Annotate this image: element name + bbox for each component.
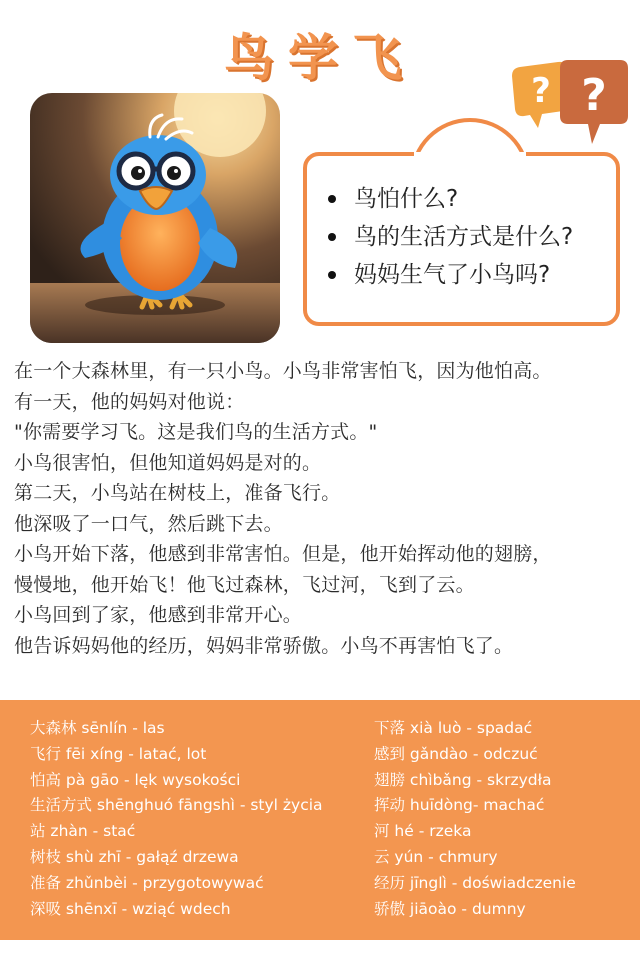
vocab-item: 树枝 shù zhī - gałąź drzewa (30, 847, 239, 866)
question-list (326, 180, 573, 294)
vocab-item: 河 hé - rzeka (374, 822, 472, 841)
vocab-item: 怕高 pà gāo - lęk wysokości (30, 770, 241, 789)
story-line: 慢慢地，他开始飞！他飞过森林，飞过河，飞到了云。 (14, 573, 475, 596)
question-mark-icon: ? (531, 71, 551, 111)
vocab-item: 准备 zhǔnbèi - przygotowywać (30, 873, 264, 892)
vocabulary-list-right (374, 716, 576, 922)
vocab-item: 骄傲 jiāoào - dumny (374, 899, 526, 918)
story-line: 小鸟开始下落，他感到非常害怕。但是，他开始挥动他的翅膀， (14, 543, 552, 565)
question-bubbles (508, 58, 632, 154)
story-line: 有一天，他的妈妈对他说： (14, 390, 245, 413)
vocab-item: 翅膀 chìbǎng - skrzydła (374, 770, 552, 789)
story-line: 他深吸了一口气，然后跳下去。 (14, 512, 283, 535)
page-title: 鸟学飞 (224, 29, 416, 87)
vocab-item: 下落 xià luò - spadać (374, 719, 533, 737)
vocab-item: 感到 gǎndào - odczuć (374, 744, 538, 763)
question-item: 妈妈生气了小鸟吗? (326, 256, 573, 294)
vocabulary-list-left (30, 716, 323, 922)
story-line: 小鸟回到了家，他感到非常开心。 (14, 604, 303, 626)
story-line: 在一个大森林里，有一只小鸟。小鸟非常害怕飞，因为他怕高。 (14, 360, 552, 382)
story-text (14, 356, 634, 661)
story-line: 第二天，小鸟站在树枝上，准备飞行。 (14, 482, 341, 504)
bird-illustration (30, 93, 280, 343)
vocab-item: 经历 jīnglì - doświadczenie (374, 873, 576, 892)
story-line: "你需要学习飞。这是我们鸟的生活方式。" (14, 421, 378, 443)
question-mark-icon: ? (581, 70, 607, 121)
story-line: 他告诉妈妈他的经历，妈妈非常骄傲。小鸟不再害怕飞了。 (14, 634, 514, 657)
vocab-item: 云 yún - chmury (374, 847, 498, 866)
question-item: 鸟的生活方式是什么? (326, 218, 573, 256)
vocab-item: 深吸 shēnxī - wziąć wdech (30, 899, 231, 918)
vocab-item: 生活方式 shēnghuó fāngshì - styl życia (30, 796, 323, 815)
story-line: 小鸟很害怕，但他知道妈妈是对的。 (14, 451, 322, 474)
vocab-item: 挥动 huīdòng- machać (374, 796, 545, 815)
question-item: 鸟怕什么? (326, 180, 573, 218)
vocab-item: 大森林 sēnlín - las (30, 719, 165, 737)
vocab-item: 站 zhàn - stać (30, 822, 136, 841)
vocab-item: 飞行 fēi xíng - latać, lot (30, 744, 207, 763)
